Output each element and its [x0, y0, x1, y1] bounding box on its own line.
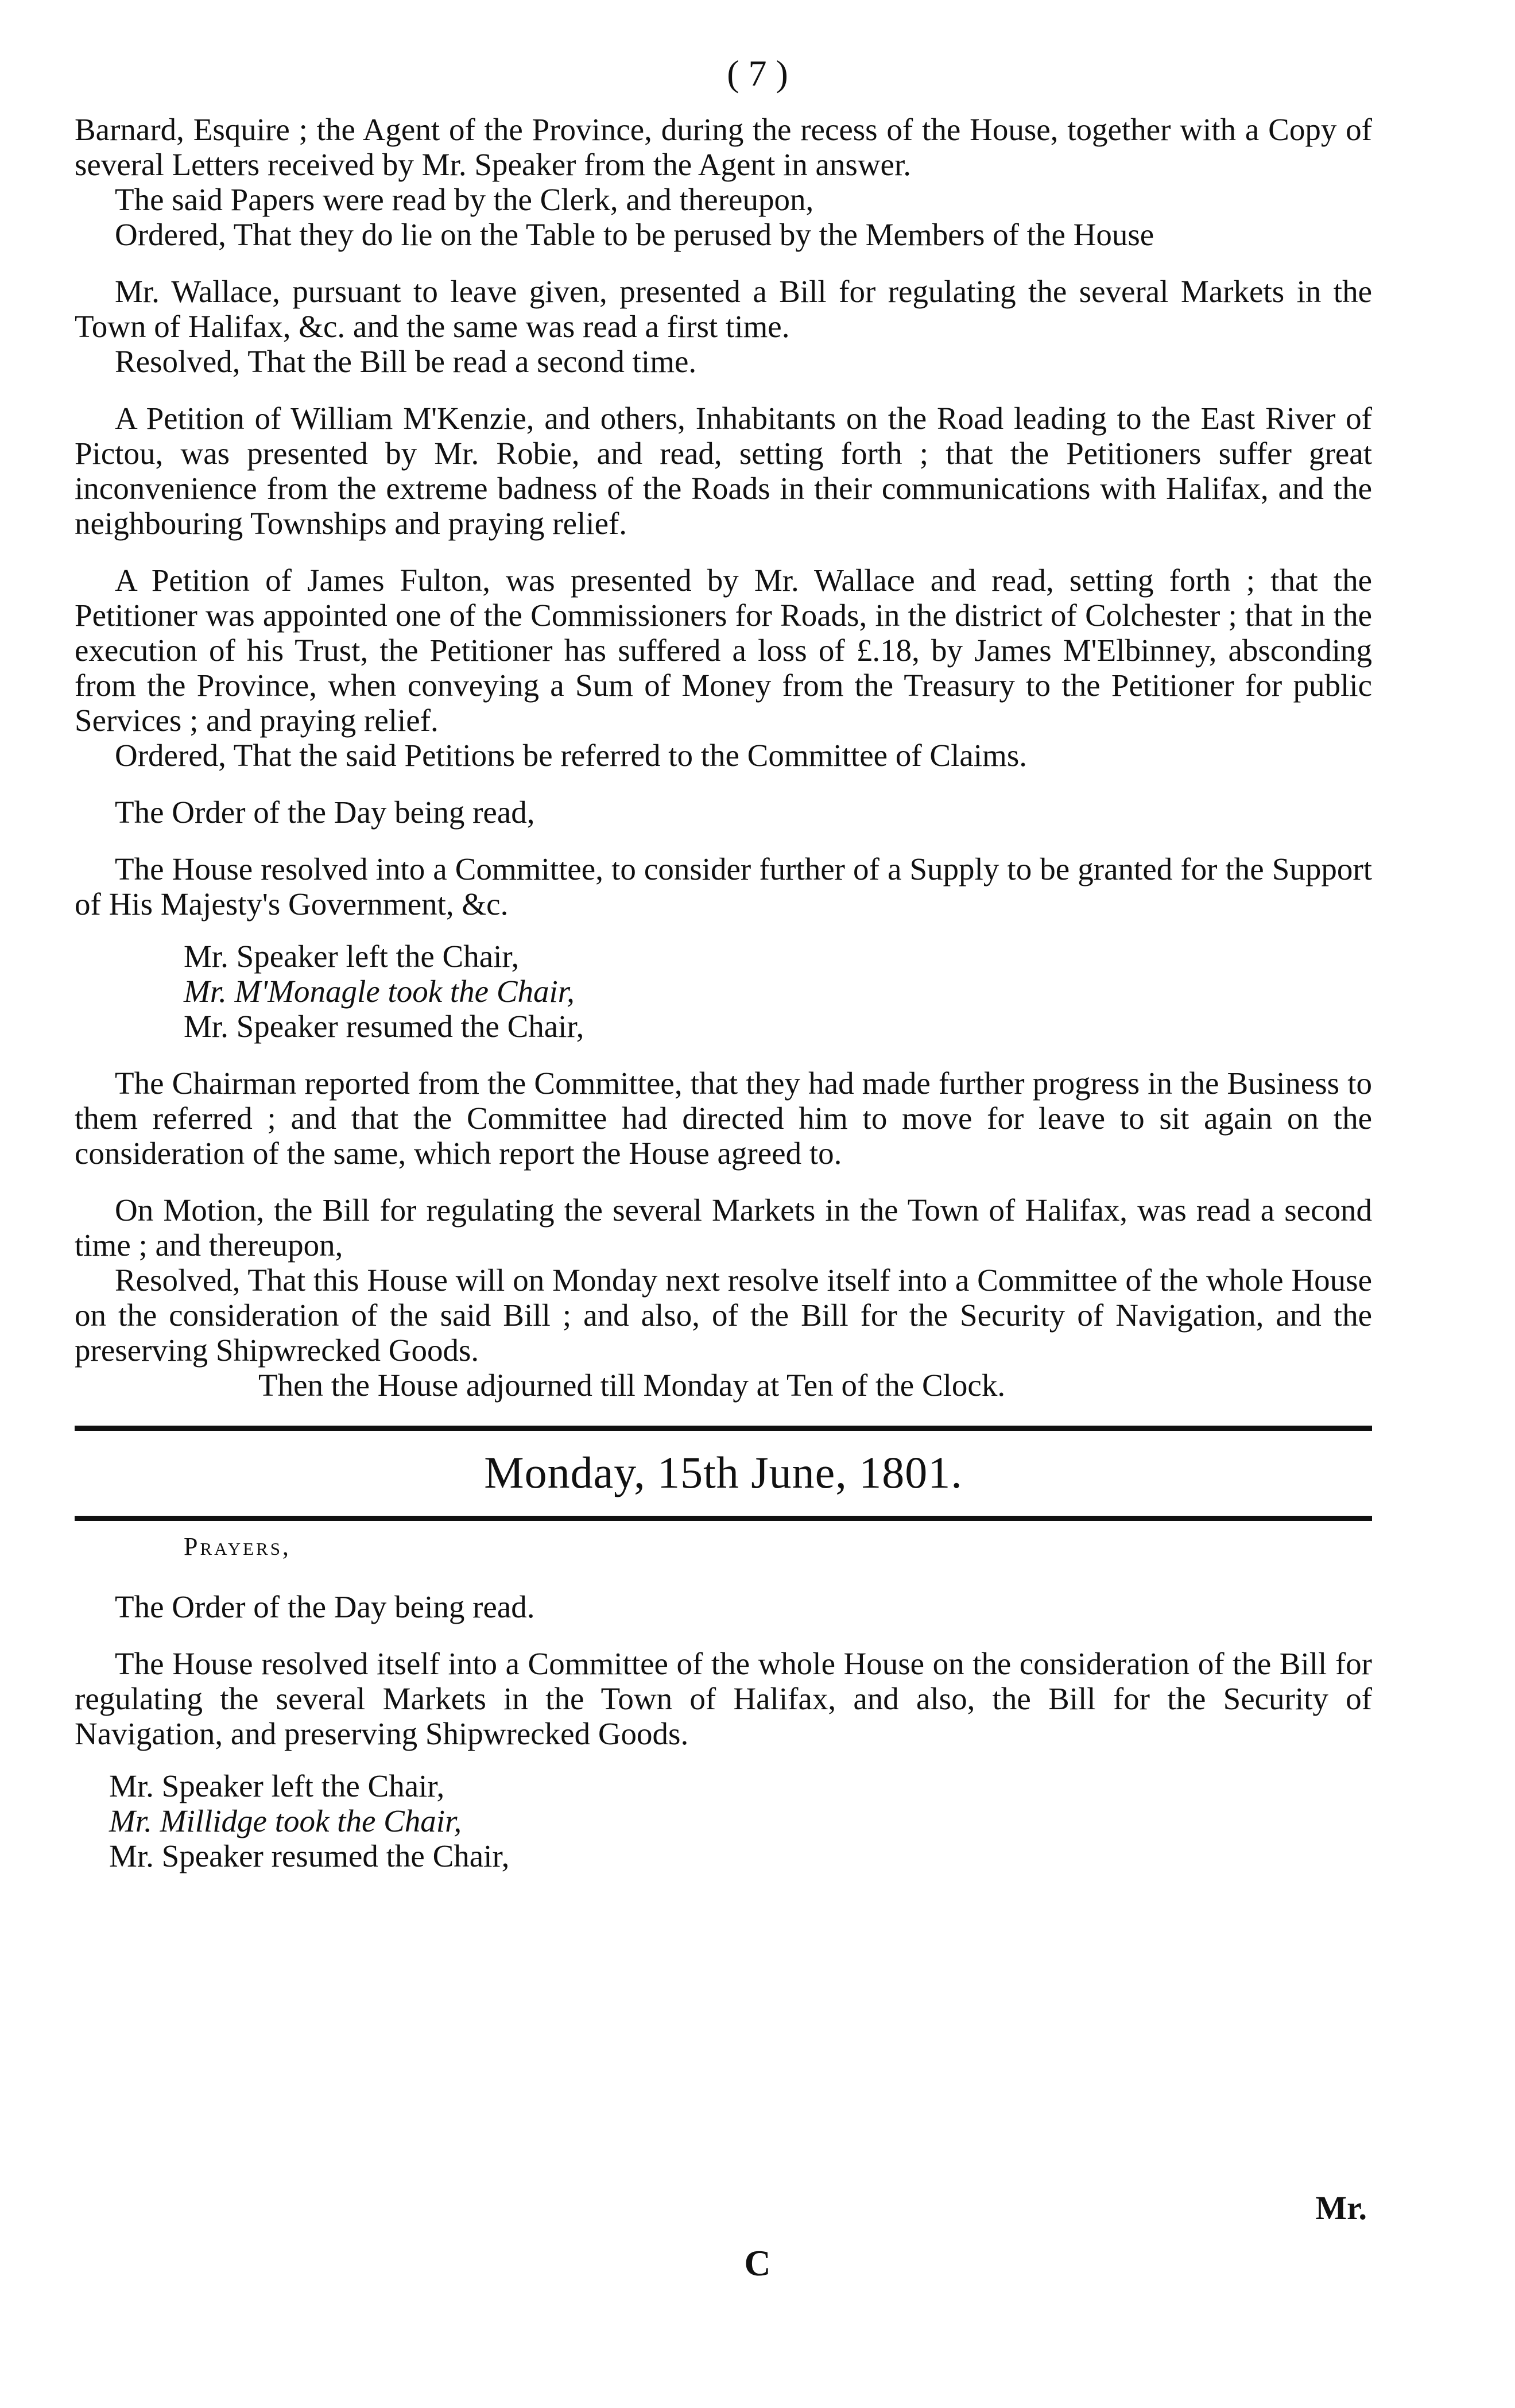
- chair-proceedings-2: [109, 1768, 1372, 1873]
- catchword: Mr.: [1315, 2189, 1367, 2227]
- chair-line: Mr. M'Monagle took the Chair,: [184, 974, 575, 1009]
- paragraph-whole-house-committee: The House resolved itself into a Committee of the whole House on the consideration of the Bill for regulating the several Markets in the Town of Halifax, and also, the Bill for the Security of Navigation, and preserving Shipwrecked Goods.: [75, 1646, 1372, 1751]
- chair-line: Mr. Speaker left the Chair,: [184, 939, 520, 974]
- paragraph-papers-read: The said Papers were read by the Clerk, and thereupon,: [115, 182, 814, 217]
- page-number: ( 7 ): [727, 53, 788, 94]
- heading-block: [75, 1426, 1372, 1521]
- chair-line: Mr. Millidge took the Chair,: [109, 1803, 462, 1838]
- chair-proceedings-1: [184, 939, 1372, 1044]
- paragraph-motion-second-reading: On Motion, the Bill for regulating the several Markets in the Town of Halifax, was read a second time ; and thereupon,: [75, 1193, 1372, 1263]
- signature-mark: C: [744, 2243, 771, 2283]
- date-heading: Monday, 15th June, 1801.: [484, 1447, 963, 1497]
- prayers-label: Prayers,: [184, 1532, 291, 1561]
- paragraph-ordered-table: Ordered, That they do lie on the Table to be perused by the Members of the House: [115, 217, 1154, 252]
- paragraph-fulton-petition: A Petition of James Fulton, was presented by Mr. Wallace and read, setting forth ; that the Petitioner was appointed one of the Commissioners for Roads, in the district of Colchester ; that in the execution of his Trust, the Petitioner has suffered a loss of £.18, by James M'Elbinney, absconding from the Province, when conveying a Sum of Money from the Treasury to the Petitioner for public Services ; and praying relief.: [75, 563, 1372, 738]
- paragraph-agent-letters: Barnard, Esquire ; the Agent of the Province, during the recess of the House, together with a Copy of several Letters received by Mr. Speaker from the Agent in answer.: [75, 112, 1372, 182]
- paragraph-mckenzie-petition: A Petition of William M'Kenzie, and others, Inhabitants on the Road leading to the East River of Pictou, was presented by Mr. Robie, and read, setting forth ; that the Petitioners suffer great inconvenience from the extreme badness of the Roads in their communications with Halifax, and the neighbouring Townships and praying relief.: [75, 401, 1372, 541]
- bottom-rule: [75, 1516, 1372, 1521]
- paragraph-resolved-second-reading: Resolved, That the Bill be read a second time.: [115, 344, 697, 379]
- paragraph-adjourned: Then the House adjourned till Monday at Ten of the Clock.: [258, 1368, 1006, 1403]
- paragraph-order-of-day-2: The Order of the Day being read.: [115, 1589, 535, 1624]
- paragraph-supply-committee: The House resolved into a Committee, to consider further of a Supply to be granted for the Support of His Majesty's Government, &c.: [75, 851, 1372, 922]
- chair-line: Mr. Speaker resumed the Chair,: [109, 1838, 510, 1873]
- top-rule: [75, 1426, 1372, 1431]
- paragraph-markets-bill: Mr. Wallace, pursuant to leave given, presented a Bill for regulating the several Markets in the Town of Halifax, &c. and the same was read a first time.: [75, 274, 1372, 344]
- paragraph-ordered-claims: Ordered, That the said Petitions be referred to the Committee of Claims.: [115, 738, 1027, 773]
- paragraph-order-of-day: The Order of the Day being read,: [115, 795, 535, 830]
- paragraph-chairman-report: The Chairman reported from the Committee, that they had made further progress in the Business to them referred ; and that the Committee had directed him to move for leave to sit again on the consideration of the same, which report the House agreed to.: [75, 1066, 1372, 1171]
- chair-line: Mr. Speaker left the Chair,: [109, 1768, 445, 1803]
- document-body: [75, 112, 1372, 1873]
- chair-line: Mr. Speaker resumed the Chair,: [184, 1009, 584, 1044]
- paragraph-resolved-monday: Resolved, That this House will on Monday next resolve itself into a Committee of the whole House on the consideration of the said Bill ; and also, of the Bill for the Security of Navigation, and the preserving Shipwrecked Goods.: [75, 1263, 1372, 1368]
